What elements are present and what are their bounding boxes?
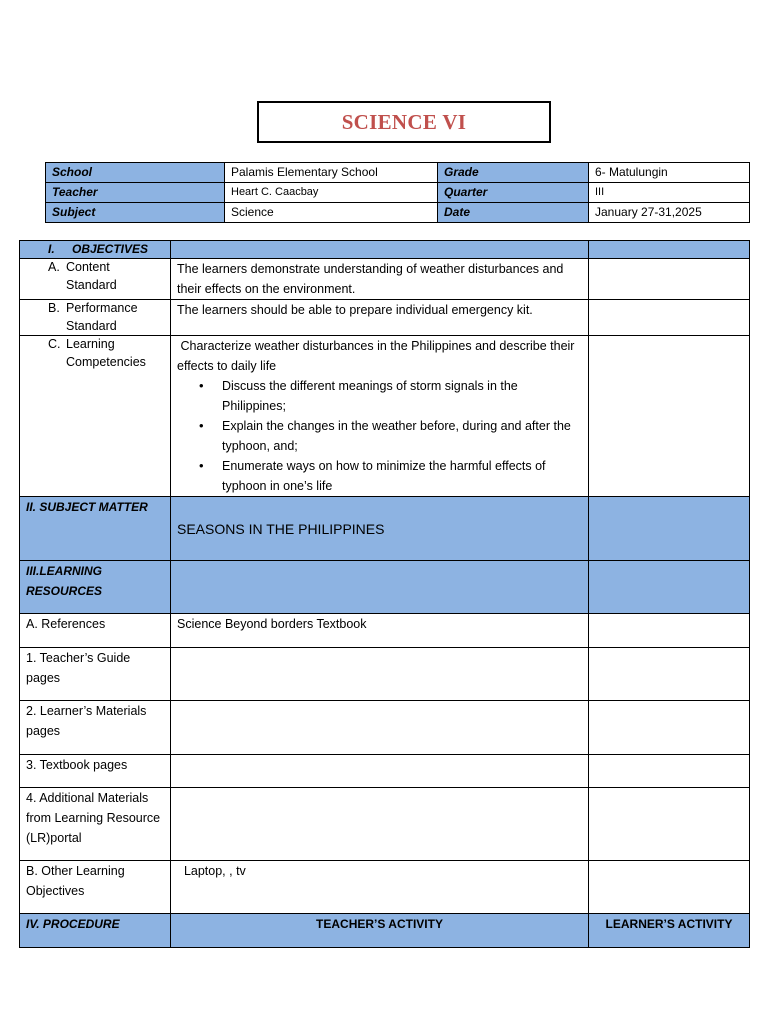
learning-competencies-empty xyxy=(589,336,750,497)
content-label-2: Standard xyxy=(66,277,117,292)
info-row-school xyxy=(46,163,750,183)
content-standard-empty xyxy=(589,259,750,300)
references-empty xyxy=(589,614,750,648)
bullet-text: Explain the changes in the weather before, during and after the typhoon, and; xyxy=(222,419,571,453)
bullet-icon: • xyxy=(199,378,204,393)
learners-materials-empty xyxy=(171,701,589,755)
teacher-value: Heart C. Caacbay xyxy=(225,183,438,203)
objectives-heading xyxy=(20,241,171,259)
grade-label: Grade xyxy=(438,163,589,183)
textbook-pages-row xyxy=(20,755,750,788)
list-item xyxy=(199,416,582,456)
learners-materials-row xyxy=(20,701,750,755)
bullet-text: Enumerate ways on how to minimize the harmful effects of typhoon in one’s life xyxy=(222,459,546,493)
other-objectives-text: Laptop, , tv xyxy=(171,861,589,914)
content-standard-label xyxy=(20,259,171,300)
tg-label-2: pages xyxy=(26,671,61,685)
objectives-header-empty xyxy=(171,241,589,259)
learning-resources-label xyxy=(20,561,171,614)
bullet-icon: • xyxy=(199,458,204,473)
learners-materials-label xyxy=(20,701,171,755)
bullet-icon: • xyxy=(199,418,204,433)
references-text: Science Beyond borders Textbook xyxy=(171,614,589,648)
additional-materials-row xyxy=(20,788,750,861)
objectives-header-empty-2 xyxy=(589,241,750,259)
lesson-plan-table xyxy=(19,240,750,948)
learning-competencies-text xyxy=(171,336,589,497)
additional-materials-empty-2 xyxy=(589,788,750,861)
info-row-subject xyxy=(46,203,750,223)
content-num: A. xyxy=(48,260,60,274)
performance-standard-row xyxy=(20,300,750,336)
other-objectives-row xyxy=(20,861,750,914)
subject-matter-text: SEASONS IN THE PHILIPPINES xyxy=(171,497,589,561)
objectives-num: I. xyxy=(48,242,55,256)
learning-competencies-label xyxy=(20,336,171,497)
performance-standard-empty xyxy=(589,300,750,336)
competencies-num: C. xyxy=(48,337,61,351)
textbook-pages-label: 3. Textbook pages xyxy=(20,755,171,788)
objectives-header-row xyxy=(20,241,750,259)
subject-matter-row xyxy=(20,497,750,561)
performance-label-2: Standard xyxy=(66,318,117,333)
subject-label: Subject xyxy=(46,203,225,223)
performance-standard-label xyxy=(20,300,171,336)
teachers-guide-label xyxy=(20,648,171,701)
procedure-row xyxy=(20,914,750,948)
content-standard-text: The learners demonstrate understanding of weather disturbances and their effects on the environment. xyxy=(171,259,589,300)
date-value: January 27-31,2025 xyxy=(589,203,750,223)
date-label: Date xyxy=(438,203,589,223)
competencies-list xyxy=(177,376,582,496)
ol-label-1: B. Other Learning xyxy=(26,864,125,878)
resources-label-1: III.LEARNING xyxy=(26,564,103,578)
textbook-pages-empty-2 xyxy=(589,755,750,788)
teachers-guide-row xyxy=(20,648,750,701)
am-label-1: 4. Additional Materials xyxy=(26,791,149,805)
teachers-guide-empty xyxy=(171,648,589,701)
list-item xyxy=(199,376,582,416)
resources-label-2: RESOURCES xyxy=(26,584,103,598)
title-box xyxy=(257,101,551,143)
performance-standard-text: The learners should be able to prepare individual emergency kit. xyxy=(171,300,589,336)
teachers-guide-empty-2 xyxy=(589,648,750,701)
additional-materials-label xyxy=(20,788,171,861)
subject-matter-empty xyxy=(589,497,750,561)
competencies-label-1: Learning xyxy=(66,337,115,351)
subject-matter-label: II. SUBJECT MATTER xyxy=(20,497,171,561)
performance-label-1: Performance xyxy=(66,301,138,315)
other-objectives-label xyxy=(20,861,171,914)
learning-competencies-row xyxy=(20,336,750,497)
procedure-label: IV. PROCEDURE xyxy=(20,914,171,948)
teachers-activity-header: TEACHER’S ACTIVITY xyxy=(171,914,589,948)
references-label: A. References xyxy=(20,614,171,648)
ol-label-2: Objectives xyxy=(26,884,85,898)
content-standard-row xyxy=(20,259,750,300)
quarter-label: Quarter xyxy=(438,183,589,203)
references-row xyxy=(20,614,750,648)
learners-materials-empty-2 xyxy=(589,701,750,755)
quarter-value: III xyxy=(589,183,750,203)
am-label-2: from Learning Resource xyxy=(26,811,161,825)
textbook-pages-empty xyxy=(171,755,589,788)
content-label-1: Content xyxy=(66,260,110,274)
teacher-label: Teacher xyxy=(46,183,225,203)
bullet-text: Discuss the different meanings of storm signals in the Philippines; xyxy=(222,379,518,413)
subject-value: Science xyxy=(225,203,438,223)
competencies-label-2: Competencies xyxy=(66,354,146,369)
learning-resources-empty-2 xyxy=(589,561,750,614)
info-table xyxy=(45,162,750,223)
learning-resources-empty xyxy=(171,561,589,614)
school-label: School xyxy=(46,163,225,183)
info-row-teacher xyxy=(46,183,750,203)
learners-activity-header: LEARNER’S ACTIVITY xyxy=(589,914,750,948)
am-label-3: (LR)portal xyxy=(26,831,82,845)
list-item xyxy=(199,456,582,496)
lm-label-1: 2. Learner’s Materials xyxy=(26,704,147,718)
page-title: SCIENCE VI xyxy=(341,109,467,134)
lm-label-2: pages xyxy=(26,724,61,738)
competencies-intro: Characterize weather disturbances in the Philippines and describe their effects to daily life xyxy=(177,339,578,373)
school-value: Palamis Elementary School xyxy=(225,163,438,183)
tg-label-1: 1. Teacher’s Guide xyxy=(26,651,131,665)
additional-materials-empty xyxy=(171,788,589,861)
objectives-label: OBJECTIVES xyxy=(72,242,149,256)
learning-resources-row xyxy=(20,561,750,614)
grade-value: 6- Matulungin xyxy=(589,163,750,183)
performance-num: B. xyxy=(48,301,60,315)
other-objectives-empty xyxy=(589,861,750,914)
